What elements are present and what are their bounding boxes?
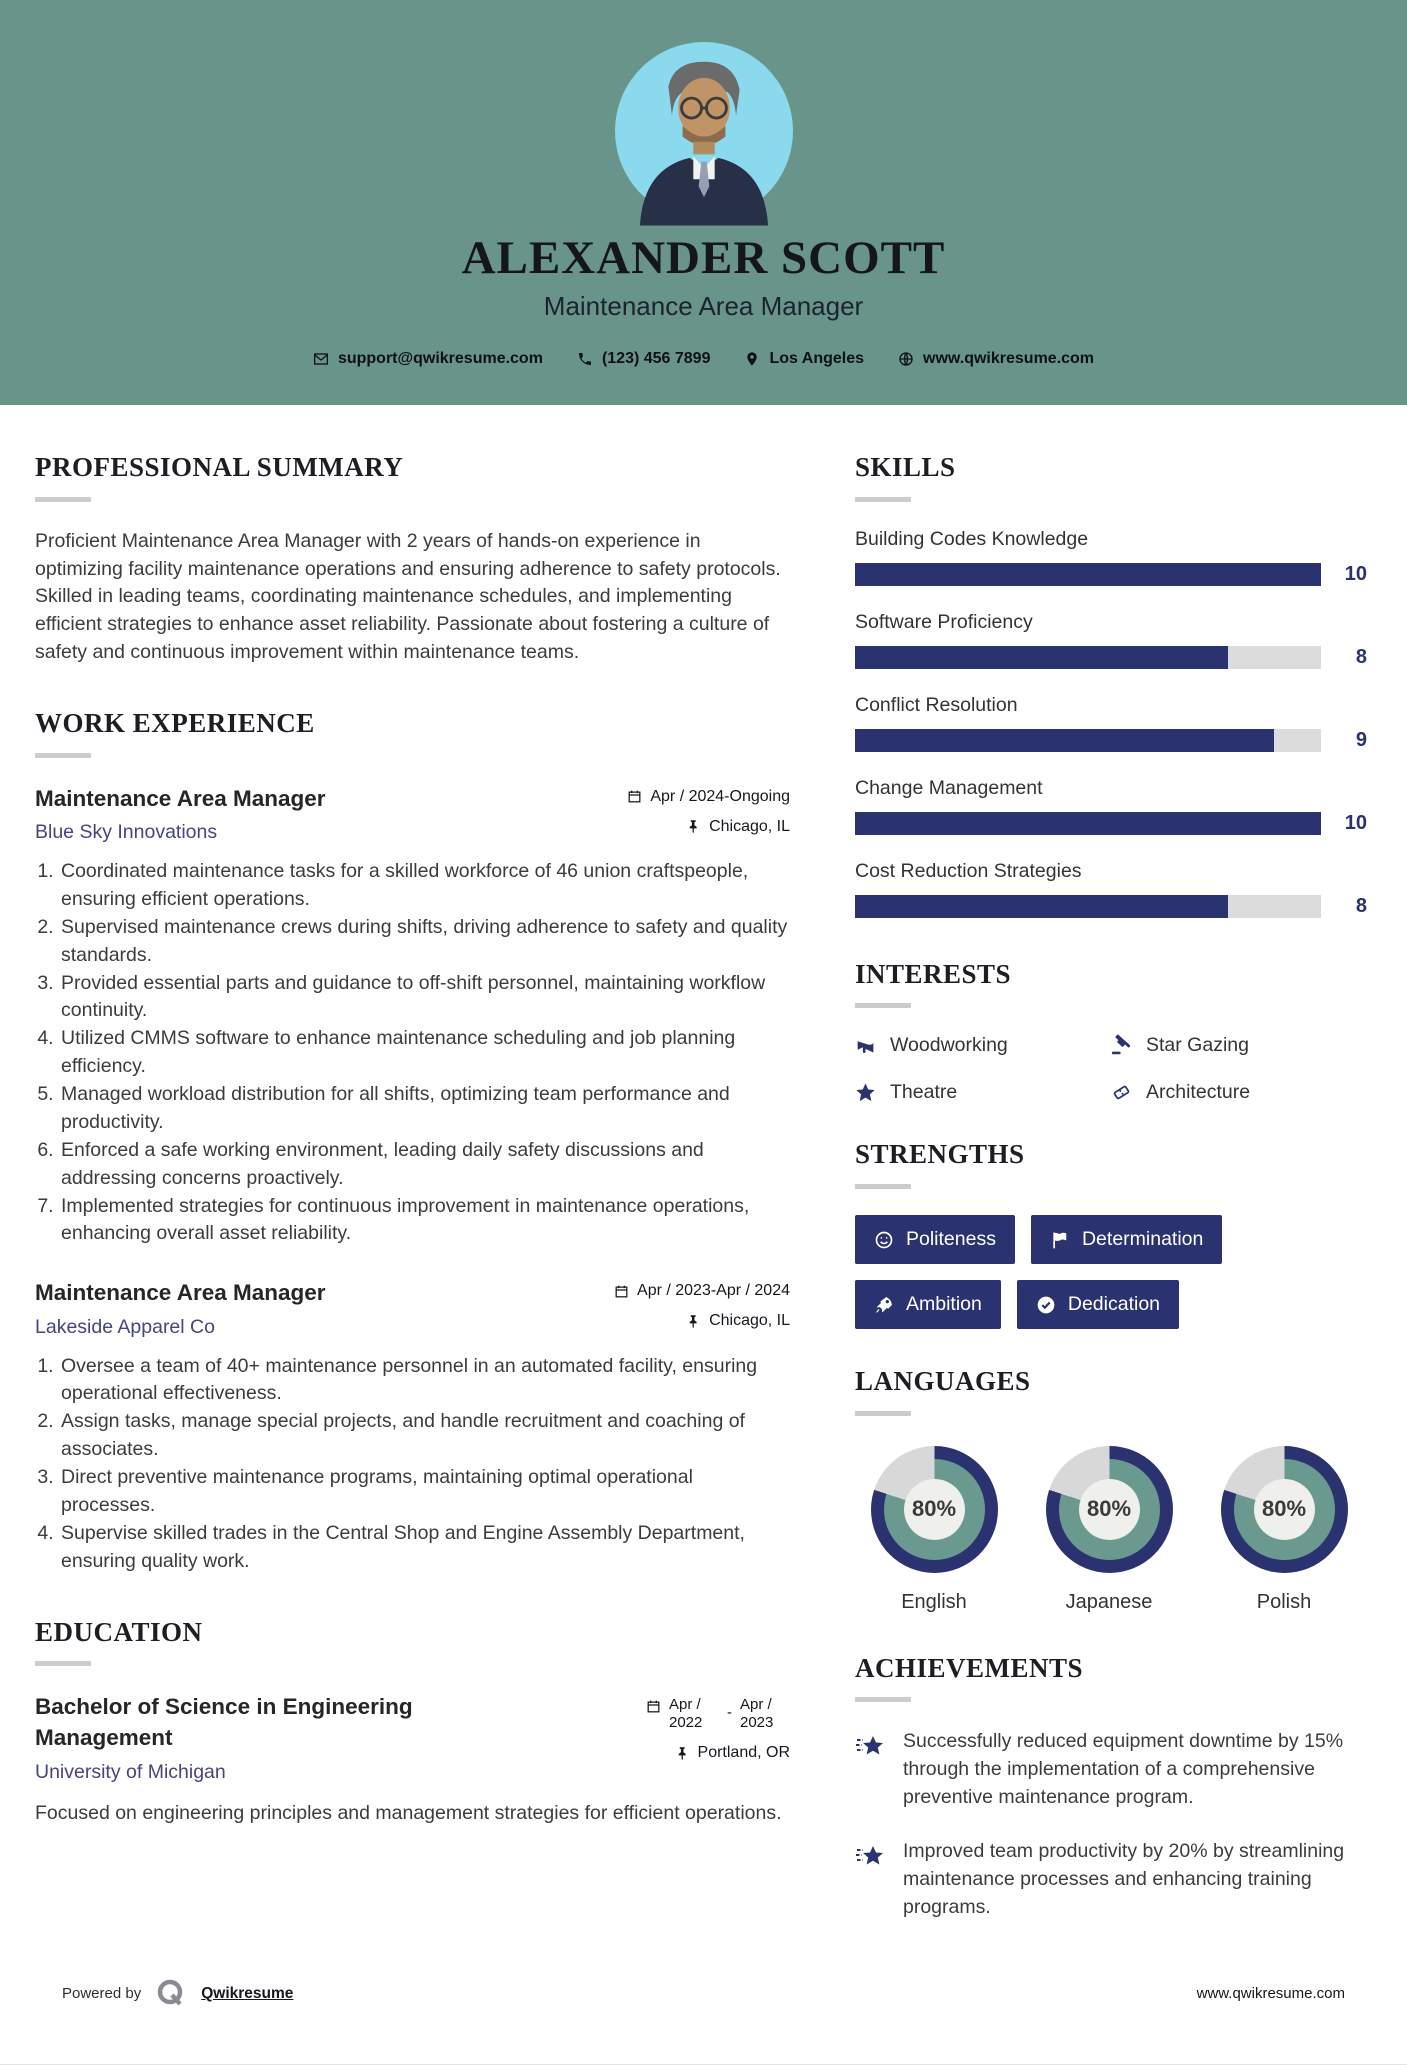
skill-row: Software Proficiency 8: [855, 610, 1367, 668]
flag-icon: [1050, 1230, 1070, 1250]
heading-rule: [855, 1697, 911, 1702]
candidate-title: Maintenance Area Manager: [543, 291, 864, 322]
job-bullet: 1. Oversee a team of 40+ maintenance personnel in an automated facility, ensuring operational effectiveness.: [59, 1353, 790, 1409]
shooting-star-icon: [855, 1730, 887, 1762]
language-percent: 80%: [1254, 1479, 1315, 1540]
contact-email: support@qwikresume.com: [313, 350, 543, 368]
contact-row: [0, 350, 1407, 368]
education-header: [35, 1692, 790, 1784]
school-name: University of Michigan: [35, 1760, 226, 1783]
job-title: Maintenance Area Manager: [35, 1280, 326, 1306]
skill-value: 10: [1344, 811, 1367, 834]
job-bullet: 2. Assign tasks, manage special projects, and handle recruitment and coaching of associates.: [59, 1408, 790, 1464]
ticket-icon: [1111, 1082, 1132, 1103]
skill-bar-fill: [855, 895, 1228, 918]
job-bullet: 6. Enforced a safe working environment, leading daily safety discussions and addressing concerns proactively.: [59, 1137, 790, 1193]
star-icon: [855, 1082, 876, 1103]
strengths-section: [855, 1140, 1367, 1329]
strength-badge: Politeness: [855, 1215, 1015, 1264]
achievement-item: Successfully reduced equipment downtime by 15% through the implementation of a comprehensive preventive maintenance program.: [855, 1728, 1367, 1812]
skill-value: 9: [1355, 728, 1367, 751]
contact-website: www.qwikresume.com: [898, 350, 1094, 368]
qwikresume-link[interactable]: Qwikresume: [201, 1984, 294, 2002]
job-company: Blue Sky Innovations: [35, 821, 218, 843]
job-dates: Apr / 2023-Apr / 2024: [614, 1282, 790, 1300]
interests-section: [855, 960, 1367, 1105]
education-description: Focused on engineering principles and management strategies for efficient operations.: [35, 1801, 782, 1824]
degree-title: Bachelor of Science in Engineering Management: [35, 1694, 413, 1750]
profile-photo: [615, 42, 793, 220]
interest-item: Woodworking: [855, 1034, 1111, 1057]
skill-value: 10: [1344, 562, 1367, 585]
skill-row: Change Management 10: [855, 776, 1367, 834]
calendar-icon: [614, 1284, 629, 1299]
location-pin-icon: [744, 351, 760, 367]
language-donut-chart: [1221, 1446, 1348, 1573]
heading-rule: [855, 1411, 911, 1416]
skill-bar-fill: [855, 729, 1274, 752]
language-donut-chart: [1046, 1446, 1173, 1573]
person-illustration: [615, 44, 793, 222]
job-header: [35, 1278, 790, 1338]
education-dates: Apr / 2022 - Apr / 2023: [646, 1696, 790, 1732]
languages-section: [855, 1367, 1367, 1614]
qwikresume-logo-icon: [153, 1976, 189, 2012]
job-title: Maintenance Area Manager: [35, 785, 326, 811]
powered-by-label: Powered by: [62, 1985, 142, 2003]
rocket-icon: [874, 1295, 894, 1315]
job-bullet: 1. Coordinated maintenance tasks for a skilled workforce of 46 union craftspeople, ensuring efficient operations.: [59, 858, 790, 914]
phone-icon: [577, 351, 593, 367]
heading-rule: [35, 1661, 91, 1666]
achievement-item: Improved team productivity by 20% by streamlining maintenance processes and enhancing training programs.: [855, 1838, 1367, 1922]
interest-item: Theatre: [855, 1081, 1111, 1104]
strength-badge: Determination: [1031, 1215, 1222, 1264]
language-label: English: [901, 1590, 967, 1613]
job-dates: Apr / 2024-Ongoing: [627, 788, 790, 806]
summary-section: [35, 453, 790, 667]
skill-row: Building Codes Knowledge 10: [855, 527, 1367, 585]
job-entry: [35, 784, 790, 1249]
achievements-section: [855, 1654, 1367, 1922]
summary-heading: PROFESSIONAL SUMMARY: [35, 452, 404, 482]
gavel-icon: [1111, 1035, 1132, 1056]
envelope-icon: [313, 351, 329, 367]
skill-value: 8: [1355, 894, 1367, 917]
language-percent: 80%: [904, 1479, 965, 1540]
candidate-name: ALEXANDER SCOTT: [461, 232, 946, 284]
job-bullet: 7. Implemented strategies for continuous improvement in maintenance operations, enhancing overall asset reliability.: [59, 1193, 790, 1249]
header-banner: [0, 0, 1407, 405]
job-meta: [627, 784, 790, 836]
job-bullet: 4. Utilized CMMS software to enhance maintenance scheduling and job planning efficiency.: [59, 1025, 790, 1081]
summary-text: Proficient Maintenance Area Manager with 2 years of hands-on experience in optimizing facility maintenance operations and ensuring adherence to safety protocols. Skilled in leading teams, coordinating maintenance schedules, and implementing efficient strategies to enhance asset reliability. Passionate about fostering a culture of safety and continuous improvement within maintenance teams.: [35, 529, 781, 664]
skill-value: 8: [1355, 645, 1367, 668]
job-company: Lakeside Apparel Co: [35, 1315, 215, 1338]
job-bullet: 3. Provided essential parts and guidance to off-shift personnel, maintaining workflow continuity.: [59, 970, 790, 1026]
language-item: [1034, 1446, 1184, 1614]
heading-rule: [855, 497, 911, 502]
check-circle-icon: [1036, 1295, 1056, 1315]
languages-heading: LANGUAGES: [855, 1366, 1031, 1397]
heading-rule: [35, 753, 91, 758]
interest-item: Architecture: [1111, 1081, 1367, 1104]
skills-section: [855, 453, 1367, 918]
contact-phone: (123) 456 7899: [577, 350, 711, 368]
job-bullet-list: [35, 858, 790, 1248]
right-column: [855, 453, 1367, 1964]
footer: [0, 1964, 1407, 2024]
calendar-icon: [627, 789, 642, 804]
language-percent: 80%: [1079, 1479, 1140, 1540]
calendar-icon: [646, 1699, 661, 1714]
job-meta: [614, 1278, 790, 1330]
experience-heading: WORK EXPERIENCE: [35, 708, 315, 739]
skill-bar-track: [855, 812, 1321, 835]
strength-badge: Dedication: [1017, 1280, 1179, 1329]
main-content: [0, 405, 1407, 1964]
heading-rule: [35, 497, 91, 502]
job-header: [35, 784, 790, 844]
shooting-star-icon: [855, 1840, 887, 1872]
job-entry: [35, 1278, 790, 1575]
job-bullet: 2. Supervised maintenance crews during shifts, driving adherence to safety and quality standards.: [59, 914, 790, 970]
skill-bar-fill: [855, 812, 1321, 835]
achievements-heading: ACHIEVEMENTS: [855, 1652, 1084, 1683]
strength-badge: Ambition: [855, 1280, 1001, 1329]
language-label: Japanese: [1065, 1590, 1153, 1613]
globe-icon: [898, 351, 914, 367]
skill-bar-track: [855, 563, 1321, 586]
skill-bar-fill: [855, 646, 1228, 669]
skills-heading: SKILLS: [855, 452, 956, 482]
pushpin-icon: [675, 1746, 690, 1761]
education-section: [35, 1618, 790, 1828]
pushpin-icon: [686, 1314, 701, 1329]
contact-location: Los Angeles: [744, 350, 864, 368]
job-location: Chicago, IL: [686, 818, 790, 836]
left-column: [35, 453, 790, 1964]
footer-website-link[interactable]: www.qwikresume.com: [1196, 1985, 1345, 2003]
strengths-heading: STRENGTHS: [855, 1139, 1025, 1170]
job-bullet: 4. Supervise skilled trades in the Central Shop and Engine Assembly Department, ensuring quality work.: [59, 1520, 790, 1576]
skill-row: Conflict Resolution 9: [855, 693, 1367, 751]
language-item: [859, 1446, 1009, 1614]
job-bullet: 5. Managed workload distribution for all shifts, optimizing team performance and productivity.: [59, 1081, 790, 1137]
language-label: Polish: [1256, 1590, 1312, 1613]
education-location: Portland, OR: [675, 1744, 790, 1762]
education-heading: EDUCATION: [35, 1616, 203, 1647]
experience-section: [35, 709, 790, 1575]
heading-rule: [855, 1003, 911, 1008]
heading-rule: [855, 1184, 911, 1189]
skill-bar-fill: [855, 563, 1321, 586]
language-donut-chart: [871, 1446, 998, 1573]
education-meta: [646, 1692, 790, 1762]
skill-row: Cost Reduction Strategies 8: [855, 859, 1367, 917]
megaphone-icon: [855, 1035, 876, 1056]
interest-item: Star Gazing: [1111, 1034, 1367, 1057]
language-item: [1209, 1446, 1359, 1614]
job-bullet: 3. Direct preventive maintenance programs, maintaining optimal operational processes.: [59, 1464, 790, 1520]
job-bullet-list: [35, 1353, 790, 1576]
skill-bar-track: [855, 646, 1321, 669]
job-location: Chicago, IL: [686, 1312, 790, 1330]
smiley-icon: [874, 1230, 894, 1250]
interests-heading: INTERESTS: [855, 958, 1012, 989]
pushpin-icon: [686, 819, 701, 834]
skill-bar-track: [855, 729, 1321, 752]
skill-bar-track: [855, 895, 1321, 918]
